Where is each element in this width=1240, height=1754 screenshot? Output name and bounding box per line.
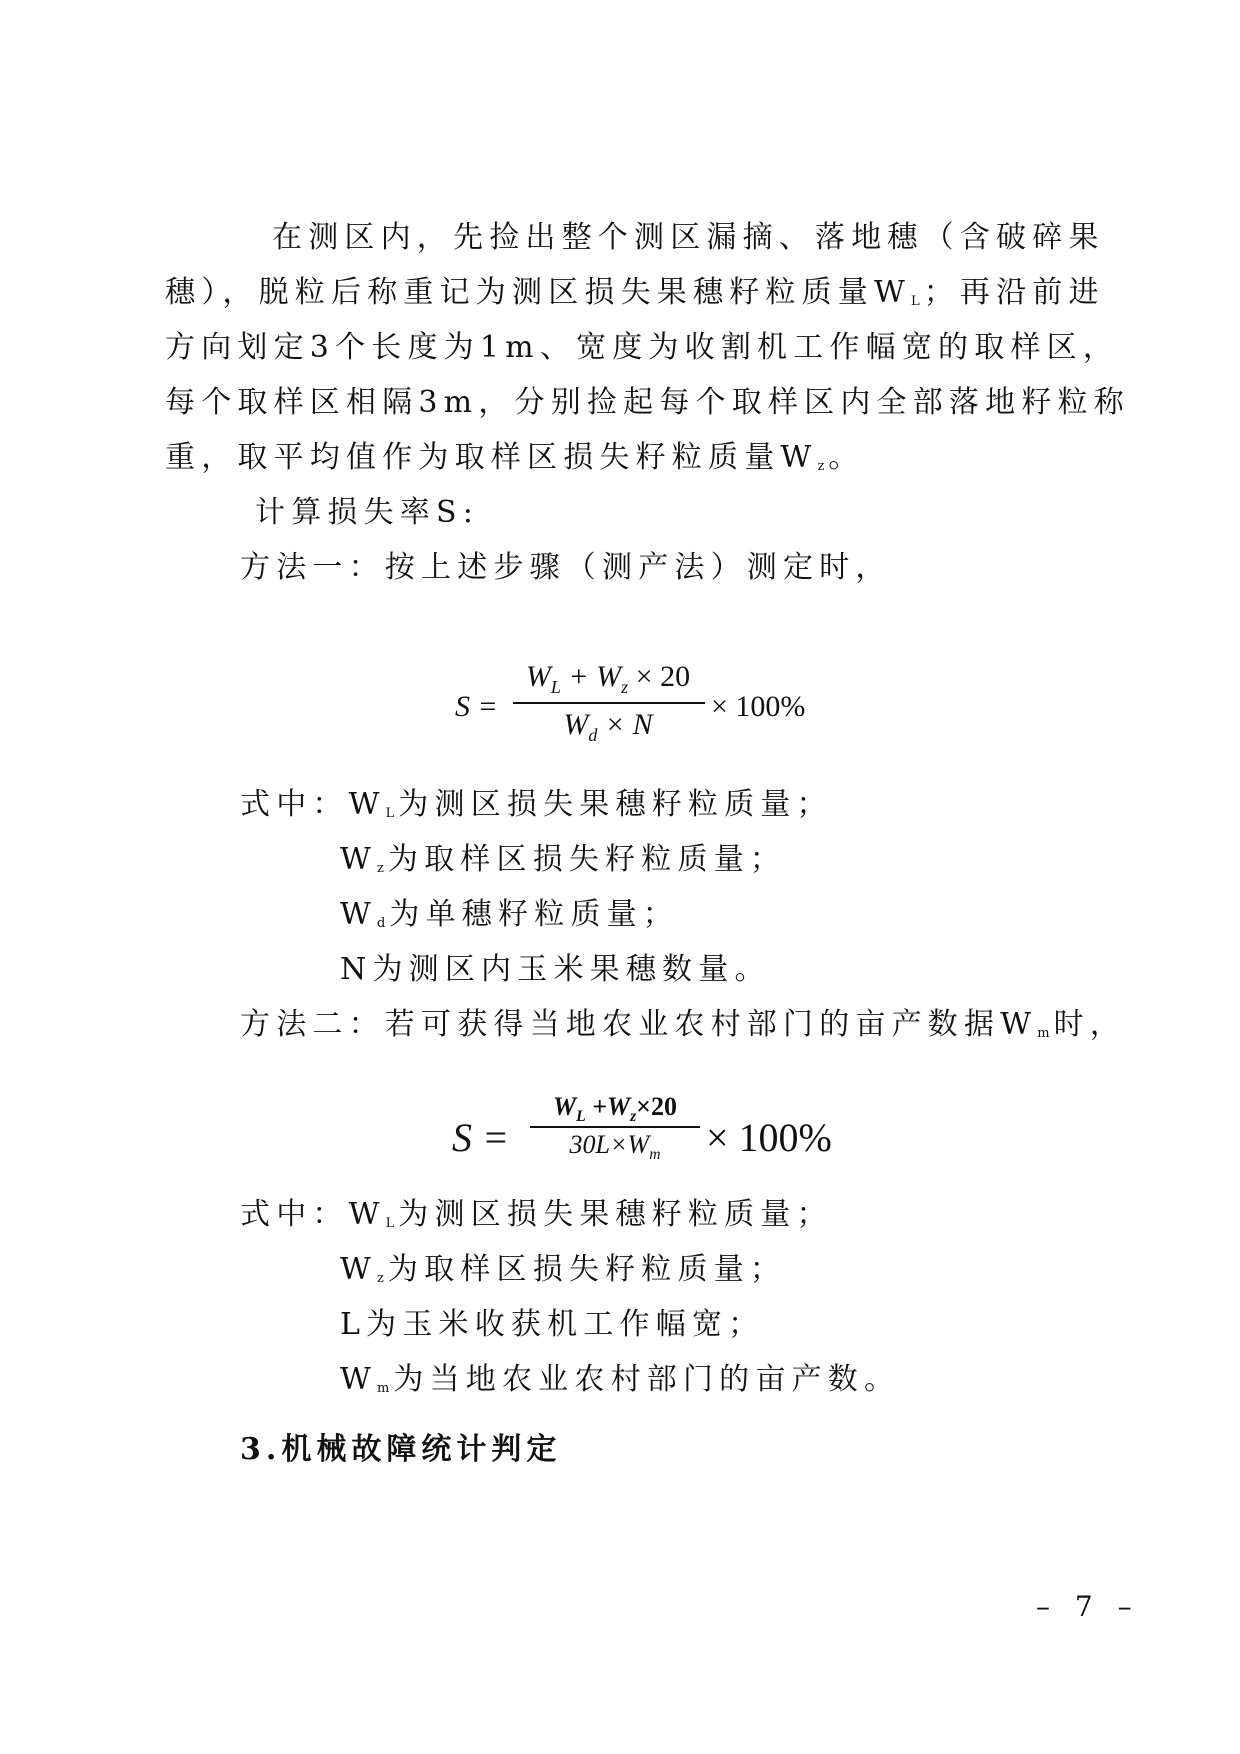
definition-line: L为玉米收获机工作幅宽； [340, 1307, 765, 1342]
formula-numerator: $W_L +W_z\times 20$ [553, 1092, 677, 1126]
formula-lhs: S = [455, 690, 498, 723]
formula-denominator: $W_d \times N$ [563, 708, 653, 745]
text: 重，取平均值作为取样区损失籽粒质量W [165, 440, 818, 475]
fraction-bar [530, 1126, 700, 1128]
text: ；再沿前进 [923, 275, 1105, 310]
definition-line: $W_d$ 为单穗籽粒质量； [340, 897, 679, 932]
method1-intro: 方法一：按上述步骤（测产法）测定时， [240, 550, 892, 585]
paragraph-line [165, 273, 1105, 322]
text: 穗），脱粒后称重记为测区损失果穗籽粒质量W [165, 275, 912, 310]
definition-line: $W_z$ 为取样区损失籽粒质量； [340, 842, 787, 877]
paragraph-line: 方向划定3个长度为1m、宽度为收割机工作幅宽的取样区， [165, 330, 1120, 365]
definition-line: 式中：$W_L$ 为测区损失果穗籽粒质量； [240, 1197, 833, 1232]
text: 。 [828, 440, 865, 475]
section-heading: 3.机械故障统计判定 [240, 1432, 562, 1467]
paragraph-line: 每个取样区相隔3m，分别捡起每个取样区内全部落地籽粒称 [165, 385, 1130, 420]
page-number: – 7 – [1036, 1590, 1140, 1623]
formula-lhs: S = [452, 1115, 509, 1160]
method2-intro: 方法二：若可获得当地农业农村部门的亩产数据$W_m$ 时， [240, 1007, 1126, 1042]
paragraph-line: 在测区内，先捡出整个测区漏摘、落地穗（含破碎果 [272, 220, 1105, 255]
definition-line: N为测区内玉米果穗数量。 [340, 952, 771, 987]
calc-label: 计算损失率S: [255, 495, 480, 530]
fraction-bar [513, 702, 705, 704]
paragraph-line [165, 438, 865, 487]
formula-tail: × 100% [711, 690, 806, 723]
definition-line: $W_m$ 为当地农业农村部门的亩产数。 [340, 1362, 901, 1397]
subscript: L [911, 294, 920, 309]
definition-line: 式中：$W_L$ 为测区损失果穗籽粒质量； [240, 787, 833, 822]
formula-numerator: $W_L + W_z \times 20$ [525, 660, 691, 697]
subscript: z [817, 459, 825, 474]
formula-denominator: $30L\times W_m$ [569, 1130, 661, 1164]
formula-tail: × 100% [706, 1115, 832, 1160]
definition-line: $W_z$ 为取样区损失籽粒质量； [340, 1252, 787, 1287]
